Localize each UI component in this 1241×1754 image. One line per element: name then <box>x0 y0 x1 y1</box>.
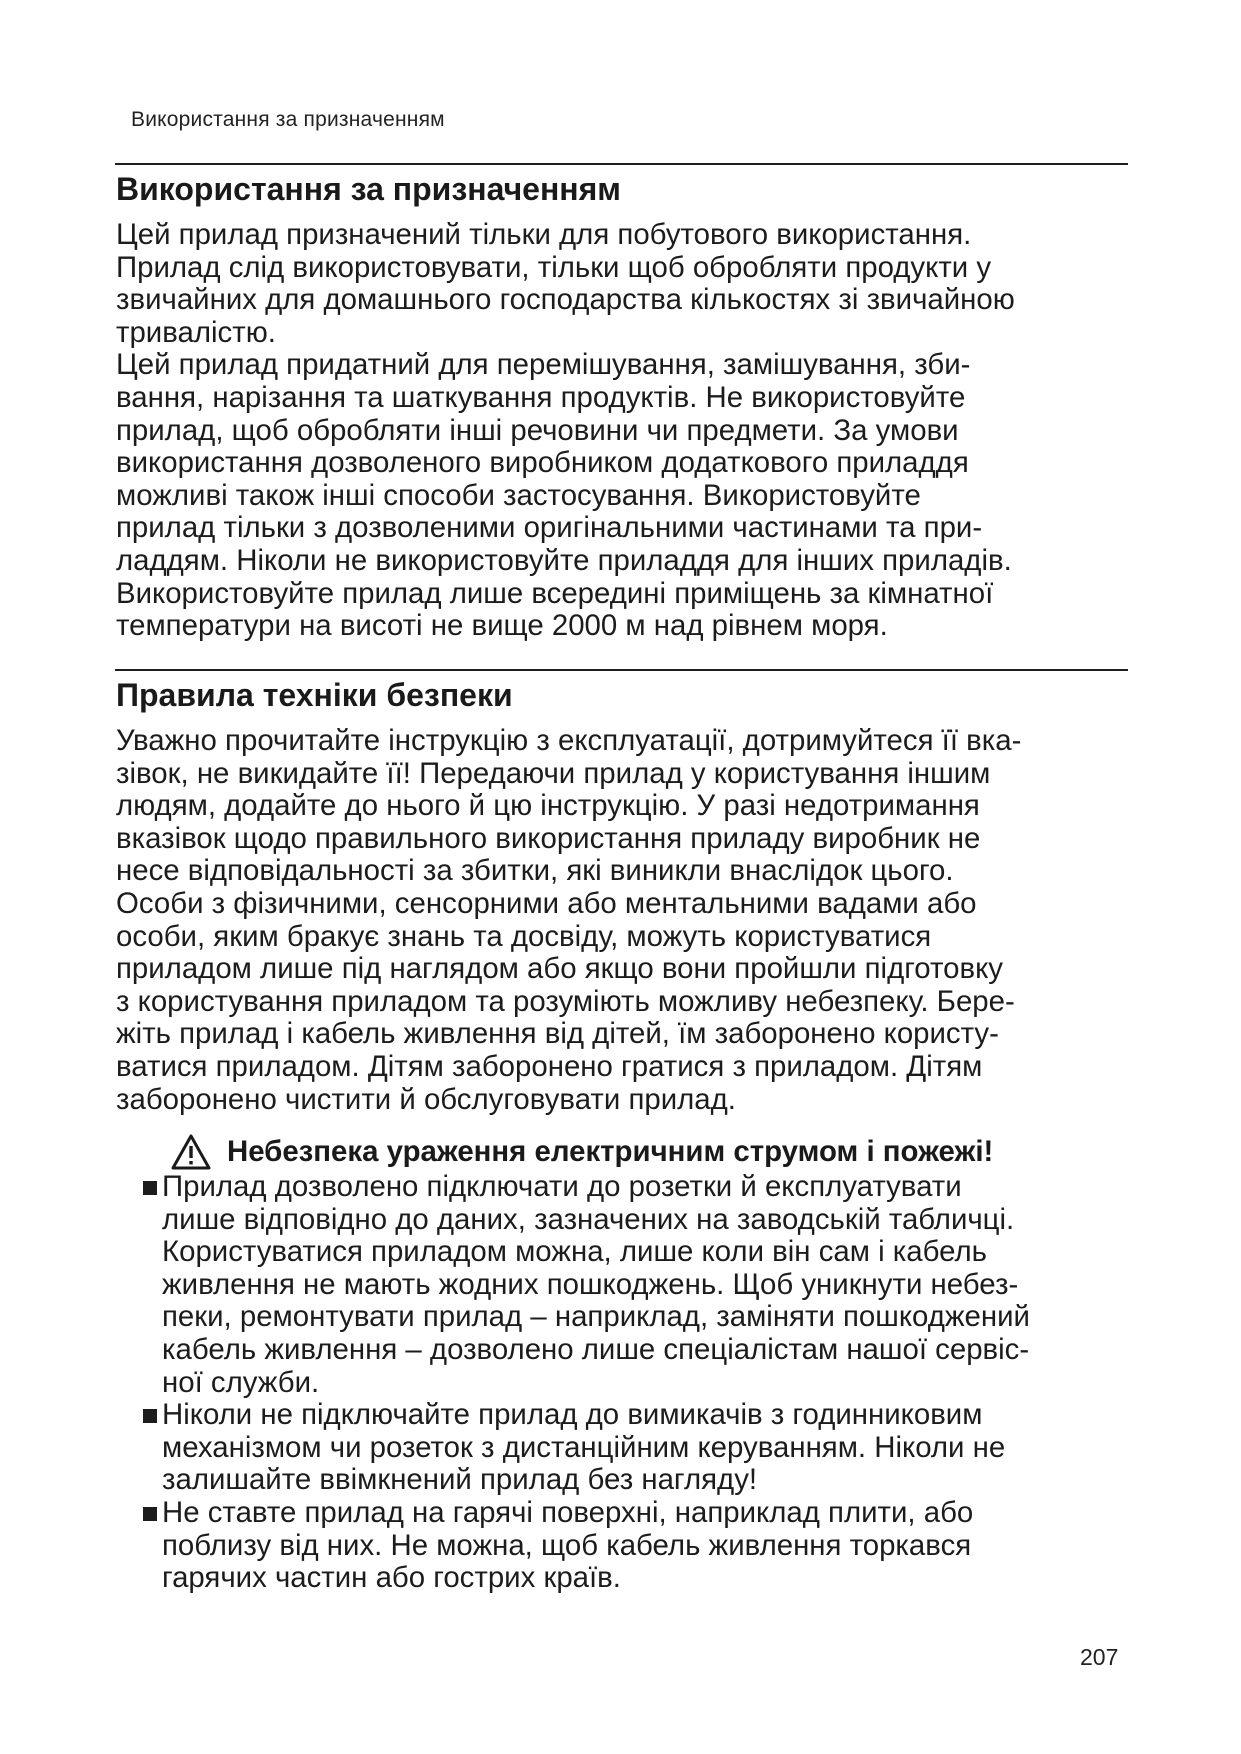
section-body-safety-rules <box>116 725 1146 1116</box>
text-line: Прилад слід використовувати, тільки щоб обробляти продукти у <box>116 250 992 284</box>
text-line: Використовуйте прилад лише всередині приміщень за кімнатної <box>116 576 994 610</box>
warning-triangle-icon <box>171 1134 211 1170</box>
text-line: приладом лише під наглядом або якщо вони пройшли підготовку <box>116 952 1003 986</box>
text-line: ватися приладом. Дітям заборонено гратися з приладом. Дітям <box>116 1049 983 1083</box>
text-line: жіть прилад і кабель живлення від дітей, їм заборонено користу- <box>116 1017 999 1051</box>
text-line: механізмом чи розеток з дистанційним керуванням. Ніколи не <box>162 1430 1006 1464</box>
text-line: особи, яким бракує знань та досвіду, можуть користуватися <box>116 919 932 953</box>
text-line: поблизу від них. Не можна, щоб кабель живлення торкався <box>162 1528 972 1562</box>
square-bullet-icon <box>143 1409 157 1423</box>
text-line: кабель живлення – дозволено лише спеціалістам нашої сервіс- <box>162 1332 1030 1366</box>
text-line: Прилад дозволено підключати до розетки й експлуатувати <box>162 1170 962 1203</box>
text-line: гарячих частин або гострих країв. <box>162 1561 621 1595</box>
warning-text: Небезпека ураження електричним струмом і пожежі! <box>227 1135 994 1168</box>
square-bullet-icon <box>143 1507 157 1521</box>
list-item <box>146 1399 1005 1497</box>
text-line: вання, нарізання та шаткування продуктів. Не використовуйте <box>116 380 966 414</box>
text-line: пеки, ремонтувати прилад – наприклад, заміняти пошкоджений <box>162 1300 1030 1334</box>
square-bullet-icon <box>143 1181 157 1195</box>
text-line: Користуватися приладом можна, лише коли він сам і кабель <box>162 1235 987 1269</box>
text-line: Уважно прочитайте інструкцію з експлуатації, дотримуйтеся її вка- <box>116 724 1022 757</box>
text-line: тривалістю. <box>116 315 276 349</box>
text-line: зівок, не викидайте її! Передаючи прилад у користування іншим <box>116 756 991 790</box>
warning-heading <box>171 1133 993 1171</box>
text-line: людям, додайте до нього й цю інструкцію. У разі недотримання <box>116 789 980 823</box>
list-item <box>146 1497 973 1595</box>
running-header: Використання за призначенням <box>131 108 445 131</box>
text-line: з користування приладом та розуміють можливу небезпеку. Бере- <box>116 984 1015 1018</box>
text-line: залишайте ввімкнений прилад без нагляду! <box>162 1463 758 1497</box>
section-title-safety-rules: Правила техніки безпеки <box>116 677 513 713</box>
section-title-intended-use: Використання за призначенням <box>116 171 621 207</box>
text-line: Цей прилад придатний для перемішування, замішування, зби- <box>116 348 971 382</box>
text-line: використання дозволеного виробником додаткового приладдя <box>116 446 969 480</box>
text-line: Цей прилад призначений тільки для побутового використання. <box>116 218 972 251</box>
text-line: вказівок щодо правильного використання приладу виробник не <box>116 821 981 855</box>
list-item <box>146 1171 1030 1399</box>
text-line: Ніколи не підключайте прилад до вимикачів з годинниковим <box>162 1398 983 1431</box>
text-line: Особи з фізичними, сенсорними або ментальними вадами або <box>116 886 977 920</box>
section-body-intended-use <box>116 219 1146 643</box>
text-line: звичайних для домашнього господарства кількостях зі звичайною <box>116 283 1015 317</box>
text-line: прилад, щоб обробляти інші речовини чи предмети. За умови <box>116 413 959 447</box>
text-line: лише відповідно до даних, зазначених на заводській табличці. <box>162 1202 1015 1236</box>
section-divider <box>115 163 1128 165</box>
text-line: ладдям. Ніколи не використовуйте приладдя для інших приладів. <box>116 543 1012 577</box>
text-line: заборонено чистити й обслуговувати прилад. <box>116 1082 736 1116</box>
text-line: Не ставте прилад на гарячі поверхні, наприклад плити, або <box>162 1496 974 1529</box>
text-line: прилад тільки з дозволеними оригінальними частинами та при- <box>116 511 983 545</box>
text-line: несе відповідальності за збитки, які виникли внаслідок цього. <box>116 854 954 888</box>
text-line: живлення не мають жодних пошкоджень. Щоб уникнути небез- <box>162 1267 1019 1301</box>
text-line: температури на висоті не вище 2000 м над рівнем моря. <box>116 609 888 643</box>
text-line: ної служби. <box>162 1365 320 1399</box>
section-divider <box>115 669 1128 671</box>
page-number: 207 <box>1080 1644 1119 1670</box>
text-line: можливі також інші способи застосування. Використовуйте <box>116 478 921 512</box>
